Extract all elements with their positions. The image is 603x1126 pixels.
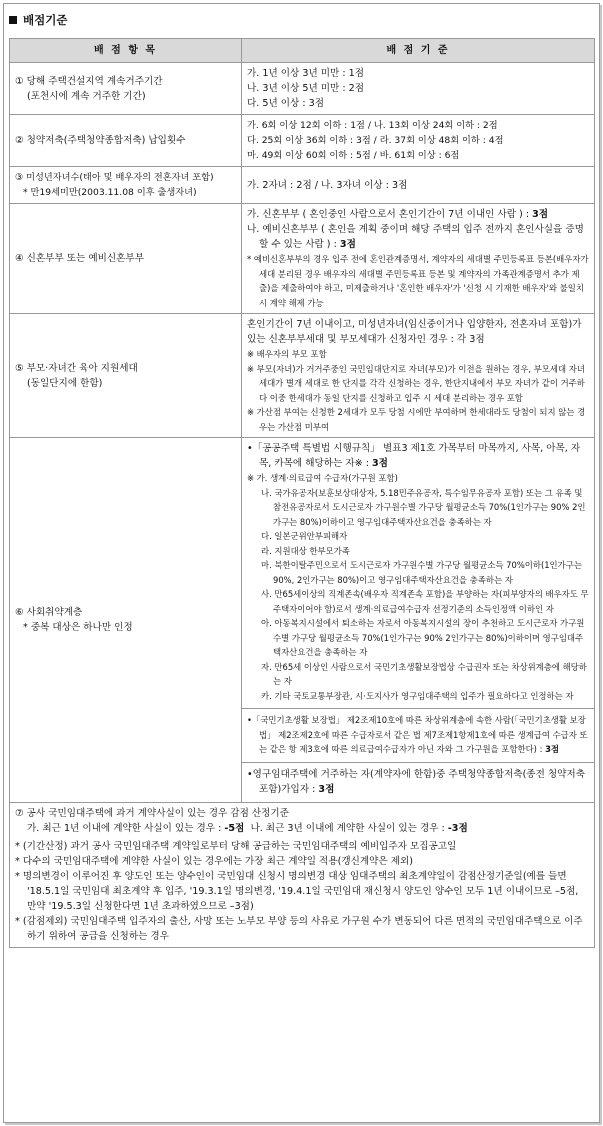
header-item: 배 점 항 목 (10, 39, 242, 63)
row-criteria-vulnerable (242, 438, 595, 803)
square-bullet-icon (9, 16, 17, 24)
section-title-text: 배점기준 (23, 13, 68, 27)
table-row (10, 802, 595, 947)
row-item-residence: ① 당해 주택건설지역 계속거주기간 (포천시에 계속 거주한 기간) (10, 63, 242, 115)
row-criteria-children: 가. 2자녀 : 2점 / 나. 3자녀 이상 : 3점 (242, 167, 595, 204)
row-item-savings: ② 청약저축(주택청약종합저축) 납입횟수 (10, 115, 242, 167)
table-header-row (10, 39, 595, 63)
row-criteria-newlywed: 가. 신혼부부 ( 혼인중인 사람으로서 혼인기간이 7년 이내인 사람 ) : 3점 나. 예비신혼부부 ( 혼인을 계획 중이며 해당 주택의 입주 전까지 혼인사실을 증명할 수 있는 사람 ) : 3점 * 예비신혼부부의 경우 입주 전에 혼인관계증명서, 계약자의 세대별 주민등록표 등본(배우자가 세대 분리된 경우 배우자의 세대별 주민등록표 등본 및 계약자의 가족관계증명서 추가 제출)을 제출하여야 하고, 미제출하거나 '혼인한 배우자'가 '신청 시 기재한 배우자'와 불일치 시 계약 해제 가능 (242, 204, 595, 314)
row-item-vulnerable: ⑥ 사회취약계층 * 중복 대상은 하나만 인정 (10, 438, 242, 803)
table-row (10, 438, 595, 803)
row-item-newlywed: ④ 신혼부부 또는 예비신혼부부 (10, 204, 242, 314)
vulnerable-section-3: •영구임대주택에 거주하는 자(계약자에 한함)중 주택청약종합저축(종전 청약저축 포함)가입자 : 3점 (242, 762, 594, 799)
table-row (10, 63, 595, 115)
section-title (9, 12, 67, 28)
header-criteria: 배 점 기 준 (242, 39, 595, 63)
row-item-children: ③ 미성년자녀수(태아 및 배우자의 전혼자녀 포함) * 만19세미만(2003.11.08 이후 출생자녀) (10, 167, 242, 204)
table-row (10, 167, 595, 204)
vulnerable-section-1: •「공공주택 특별법 시행규칙」 별표3 제1호 가목부터 마목까지, 사목, 아목, 자목, 카목에 해당하는 자※ : 3점 ※ 가. 생계·의료급여 수급자(가구원 포함) 나. 국가유공자(보훈보상대상자, 5.18민주유공자, 특수임무유공자 포함) 또는 그 유족 및 참전유공자로서 도시근로자 가구원수별 가구당 월평균소득 70%(1인가구는 90% 2인가구는 80%)이하이고 영구임대주택자산요건을 충족하는 자 다. 일본군위안부피해자 라. 지원대상 한부모가족 마. 북한이탈주민으로서 도시근로자 가구원수별 가구당 월평균소득 70%이하(1인가구는 90%, 2인가구는 80%)이고 영구임대주택자산요건을 충족하는 자 사. 만65세이상의 직계존속(배우자 직계존속 포함)을 부양하는 자(피부양자의 배우자도 무주택자이어야 함)로서 생계·의료급여수급자 선정기준의 소득인정액 이하인 자 아. 아동복지시설에서 퇴소하는 자로서 아동복지시설의 장이 추천하고 도시근로자 가구원수별 가구당 월평균소득 70%(1인가구는 90% 2인가구는 80%)이하이며 영구임대주택자산요건을 충족하는 자 자. 만65세 이상인 사람으로서 국민기초생활보장법상 수급권자 또는 차상위계층에 해당하는 자 카. 기타 국토교통부장관, 시·도지사가 영구임대주택의 입주가 필요하다고 인정하는 자 (247, 443, 589, 701)
row-deduction: ⑦ 공사 국민임대주택에 과거 계약사실이 있는 경우 감점 산정기준 가. 최근 1년 이내에 계약한 사실이 있는 경우 : -5점 나. 최근 3년 이내에 계약한 사실이 있는 경우 : -3점 * (기간산정) 과거 공사 국민임대주택 계약일로부터 당해 공급하는 국민임대주택의 예비입주자 모집공고일 * 다수의 국민임대주택에 계약한 사실이 있는 경우에는 가장 최근 계약일 적용(갱신계약은 제외) * 명의변경이 이루어진 후 양도인 또는 양수인이 국민임대 신청시 명의변경 대상 임대주택의 최초계약일이 감점산정기준일(예를 들면 '18.5.1일 국민임대 최초계약 후 입주, '19.3.1일 명의변경, '19.4.1일 국민임대 재신청시 양도인 양수인 모두 1년 이내이므로 –5점, 만약 '19.5.3일 신청한다면 1년 초과하였으므로 –3점) * (감점제외) 국민임대주택 입주자의 출산, 사망 또는 노부모 부양 등의 사유로 가구원 수가 변동되어 다른 면적의 국민임대주택으로 이주하기 위하여 공급을 신청하는 경우 (10, 802, 595, 947)
row-criteria-savings: 가. 6회 이상 12회 이하 : 1점 / 나. 13회 이상 24회 이하 : 2점 다. 25회 이상 36회 이하 : 3점 / 라. 37회 이상 48회 이하 : 4점 마. 49회 이상 60회 이하 : 5점 / 바. 61회 이상 : 6점 (242, 115, 595, 167)
table-row (10, 204, 595, 314)
table-row (10, 314, 595, 438)
row-criteria-childcare: 혼인기간이 7년 이내이고, 미성년자녀(임신중이거나 입양한자, 전혼자녀 포함)가 있는 신혼부부세대 및 부모세대가 신청자인 경우 : 각 3점 ※ 배우자의 부모 포함 ※ 부모(자녀)가 거거주중인 국민임대단지로 자녀(부모)가 이전을 원하는 경우, 부모세대 자녀세대가 별개 세대로 한 단지를 각각 신청하는 경우, 한단지내에서 부모 자녀가 같이 거주하다 이중 한세대가 동일 단지를 신청하고 입주 시 세대 분리하는 경우 포함 ※ 가산점 부여는 신청한 2세대가 모두 당첨 시에만 부여하며 한세대라도 당첨이 되지 않는 경우는 가산점 미부여 (242, 314, 595, 438)
vulnerable-section-2: •「국민기초생활 보장법」 제2조제10호에 따른 차상위계층에 속한 사람(「국민기초생활 보장법」 제2조제2호에 따른 수급자로서 같은 법 제7조제1항제1호에 따른 생계급여 수급자 또는 같은 항 제3호에 따른 의료급여수급자가 아닌 자와 그 가구원을 포함한다) : 3점 (242, 708, 594, 759)
table-row (10, 115, 595, 167)
row-criteria-residence: 가. 1년 이상 3년 미만 : 1점 나. 3년 이상 5년 미만 : 2점 다. 5년 이상 : 3점 (242, 63, 595, 115)
row-item-childcare: ⑤ 부모·자녀간 육아 지원세대 (동일단지에 한함) (10, 314, 242, 438)
scoring-table (9, 38, 595, 948)
